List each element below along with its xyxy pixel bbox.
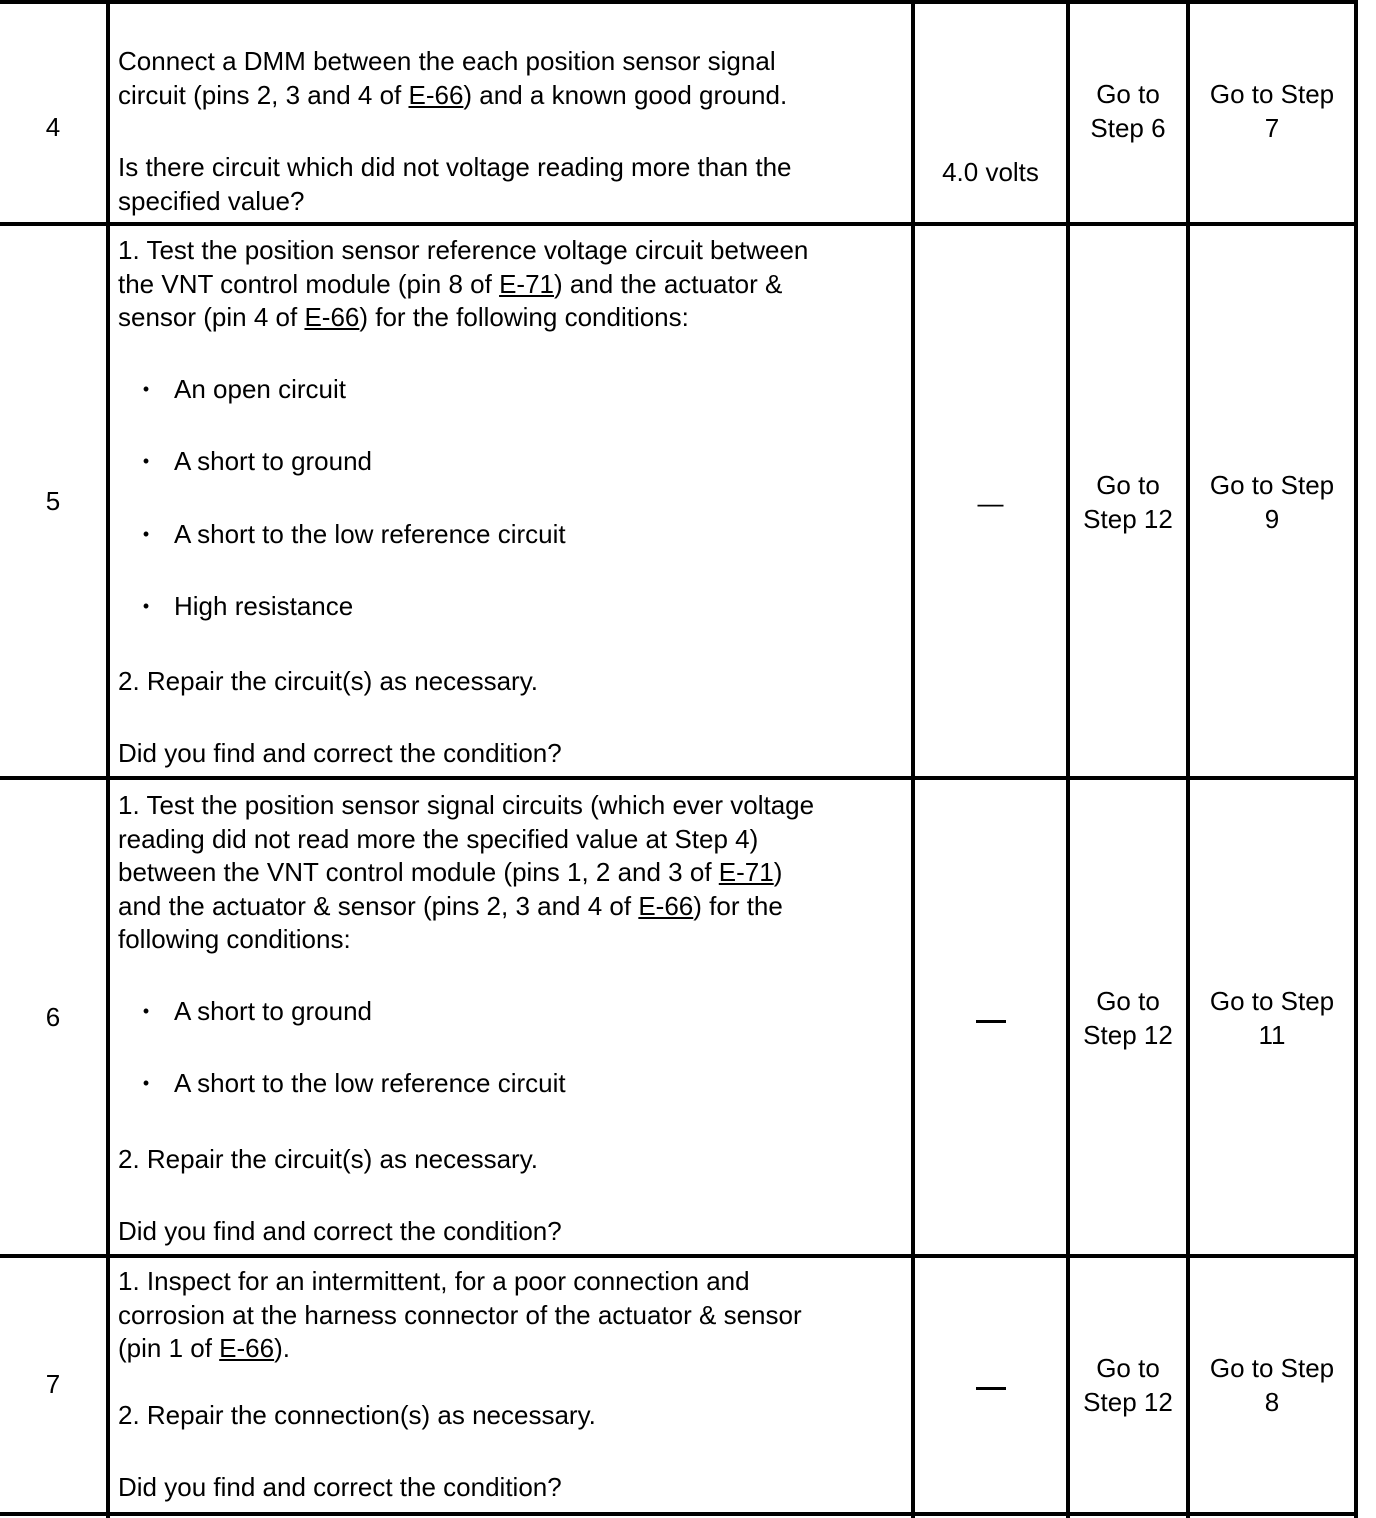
yes-action: Go to Step 12 bbox=[1083, 986, 1173, 1050]
description-line: corrosion at the harness connector of the actuator & sensor bbox=[118, 1299, 802, 1330]
dash-value bbox=[976, 1387, 1006, 1390]
grid-line bbox=[0, 1254, 1358, 1258]
grid-line bbox=[1186, 0, 1190, 1518]
connector-link-e66[interactable]: E-66 bbox=[304, 302, 360, 332]
description-line: and the actuator & sensor (pins 2, 3 and 4 of E-66) for the bbox=[118, 890, 783, 921]
yes-action: Go to Step 6 bbox=[1090, 79, 1166, 143]
no-action: Go to Step 8 bbox=[1209, 1353, 1335, 1417]
description-line: 2. Repair the connection(s) as necessary. bbox=[118, 1399, 596, 1430]
description-line: reading did not read more the specified value at Step 4) bbox=[118, 823, 759, 854]
step-description bbox=[118, 45, 908, 218]
connector-link-e66[interactable]: E-66 bbox=[219, 1333, 275, 1363]
condition-list-item: • A short to ground bbox=[118, 995, 908, 1029]
no-action: Go to Step 9 bbox=[1209, 470, 1335, 534]
bullet-icon: • bbox=[142, 1073, 150, 1093]
value-cell bbox=[915, 1370, 1066, 1404]
description-line: 1. Inspect for an intermittent, for a poor connection and bbox=[118, 1266, 750, 1296]
grid-line bbox=[1066, 0, 1070, 1518]
description-line: 2. Repair the circuit(s) as necessary. bbox=[118, 665, 538, 696]
description-line: Connect a DMM between the each position sensor signal bbox=[118, 46, 776, 76]
description-line: Did you find and correct the condition? bbox=[118, 1472, 562, 1502]
grid-line bbox=[911, 0, 915, 1518]
description-line: specified value? bbox=[118, 185, 305, 216]
no-action: Go to Step 11 bbox=[1209, 986, 1335, 1050]
connector-link-e66[interactable]: E-66 bbox=[408, 79, 464, 110]
description-line: between the VNT control module (pins 1, 2 and 3 of E-71) bbox=[118, 857, 783, 887]
grid-line bbox=[1354, 0, 1358, 1518]
condition-list-item: • A short to the low reference circuit bbox=[118, 1067, 908, 1101]
description-line: the VNT control module (pin 8 of E-71) and the actuator & bbox=[118, 268, 783, 299]
bullet-icon: • bbox=[142, 378, 150, 399]
bullet-icon: • bbox=[142, 596, 150, 616]
condition-list-item: • A short to ground bbox=[118, 445, 908, 479]
description-line: circuit (pins 2, 3 and 4 of E-66) and a known good ground. bbox=[118, 79, 788, 110]
description-line: Did you find and correct the condition? bbox=[118, 738, 562, 768]
step-number: 7 bbox=[45, 1369, 61, 1399]
step-number: 4 bbox=[45, 112, 61, 142]
bullet-icon: • bbox=[142, 523, 150, 544]
description-line: sensor (pin 4 of E-66) for the following conditions: bbox=[118, 302, 689, 332]
step-number: 5 bbox=[45, 486, 61, 516]
dash-value bbox=[976, 1020, 1006, 1023]
description-line: following conditions: bbox=[118, 924, 351, 954]
condition-list-item: • High resistance bbox=[118, 590, 908, 624]
connector-link-e66[interactable]: E-66 bbox=[638, 890, 694, 921]
description-line: 1. Test the position sensor reference voltage circuit between bbox=[118, 235, 809, 265]
connector-link-e71[interactable]: E-71 bbox=[499, 268, 554, 299]
description-line: 2. Repair the circuit(s) as necessary. bbox=[118, 1143, 538, 1174]
grid-line bbox=[0, 222, 1358, 226]
description-line: Is there circuit which did not voltage reading more than the bbox=[118, 152, 792, 182]
step-number: 6 bbox=[45, 1002, 61, 1032]
step-description bbox=[118, 1265, 908, 1505]
description-line: (pin 1 of E-66). bbox=[118, 1333, 290, 1363]
condition-list-item: • An open circuit bbox=[118, 373, 908, 407]
yes-action: Go to Step 12 bbox=[1083, 1353, 1173, 1417]
bullet-icon: • bbox=[142, 1000, 150, 1021]
connector-link-e71[interactable]: E-71 bbox=[718, 857, 774, 887]
grid-line bbox=[0, 1512, 1358, 1516]
bullet-icon: • bbox=[142, 451, 150, 471]
value-cell: — bbox=[977, 488, 1004, 518]
grid-line bbox=[0, 0, 1358, 4]
grid-line bbox=[0, 776, 1358, 780]
description-line: 1. Test the position sensor signal circuits (which ever voltage bbox=[118, 790, 815, 820]
value-cell bbox=[915, 1003, 1066, 1037]
no-action: Go to Step 7 bbox=[1209, 79, 1335, 143]
yes-action: Go to Step 12 bbox=[1083, 470, 1173, 534]
step-description bbox=[118, 234, 908, 771]
condition-list-item: • A short to the low reference circuit bbox=[118, 518, 908, 552]
value-cell: 4.0 volts bbox=[942, 157, 1039, 187]
step-description bbox=[118, 789, 908, 1249]
grid-line bbox=[106, 0, 110, 1518]
description-line: Did you find and correct the condition? bbox=[118, 1216, 562, 1246]
